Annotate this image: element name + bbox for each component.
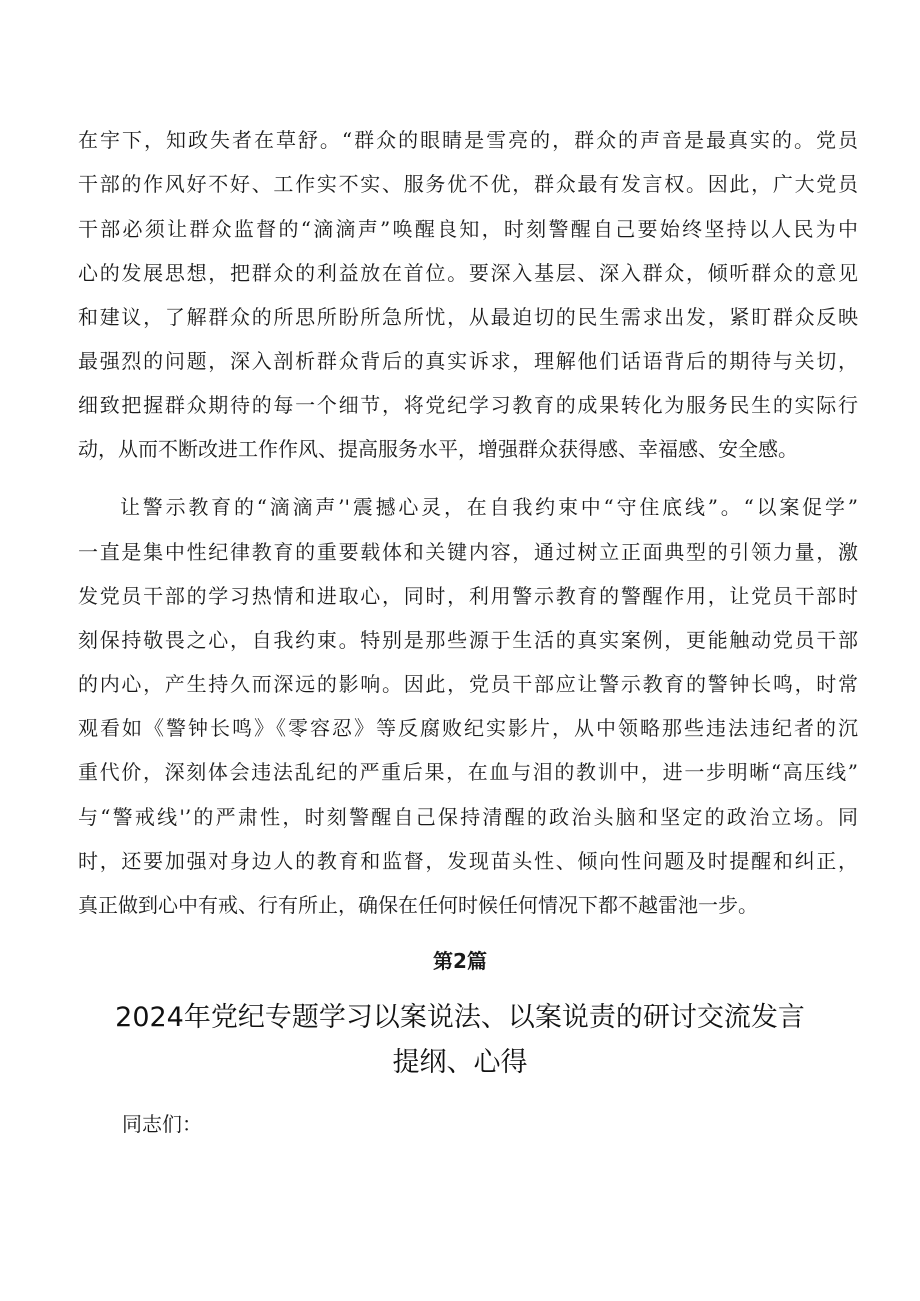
text-line: 在宇下，知政失者在草舒。“群众的眼睛是雪亮的，群众的声音是最真实的。党员 xyxy=(78,128,858,152)
greeting: 同志们： xyxy=(122,1112,202,1136)
text-line: 动，从而不断改进工作作风、提高服务水平，增强群众获得感、幸福感、安全感。 xyxy=(78,437,798,461)
text-line: 与“警戒线'’的严肃性，时刻警醒自己保持清醒的政治头脑和坚定的政治立场。同 xyxy=(78,805,858,829)
text-line: 干部的作风好不好、工作实不实、服务优不优，群众最有发言权。因此，广大党员 xyxy=(78,172,858,196)
text-line: 和建议，了解群众的所思所盼所急所忧，从最迫切的民生需求出发，紧盯群众反映 xyxy=(78,305,858,329)
section-label: 第2篇 xyxy=(433,949,487,973)
text-line: 细致把握群众期待的每一个细节，将党纪学习教育的成果转化为服务民生的实际行 xyxy=(78,393,858,417)
text-line: 刻保持敬畏之心，自我约束。特别是那些源于生活的真实案例，更能触动党员干部 xyxy=(78,628,858,652)
text-line: 发党员干部的学习热情和进取心，同时，利用警示教育的警醒作用，让党员干部时 xyxy=(78,584,858,608)
text-line: 最强烈的问题，深入剖析群众背后的真实诉求，理解他们话语背后的期待与关切， xyxy=(78,349,858,373)
text-line: 时，还要加强对身边人的教育和监督，发现苗头性、倾向性问题及时提醒和纠正， xyxy=(78,849,858,873)
text-line: 干部必须让群众监督的“滴滴声”唤醒良知，时刻警醒自己要始终坚持以人民为中 xyxy=(78,217,858,241)
document-title-line-2: 提纲、心得 xyxy=(392,1047,528,1078)
text-line: 心的发展思想，把群众的利益放在首位。要深入基层、深入群众，倾听群众的意见 xyxy=(78,261,858,285)
text-line: 一直是集中性纪律教育的重要载体和关键内容，通过树立正面典型的引领力量，激 xyxy=(78,540,858,564)
text-line: 观看如《警钟长鸣》《零容忍》等反腐败纪实影片，从中领略那些违法违纪者的沉 xyxy=(78,716,858,740)
text-line: 重代价，深刻体会违法乱纪的严重后果，在血与泪的教训中，进一步明晰“高压线” xyxy=(78,760,858,784)
text-line: 真正做到心中有戒、行有所止，确保在任何时候任何情况下都不越雷池一步。 xyxy=(78,893,758,917)
text-line: 的内心，产生持久而深远的影响。因此，党员干部应让警示教育的警钟长鸣，时常 xyxy=(78,672,858,696)
text-line: 让警示教育的“滴滴声’'震撼心灵，在自我约束中“守住底线”。“以案促学” xyxy=(120,495,858,519)
document-title-line-1: 2024年党纪专题学习以案说法、以案说责的研讨交流发言 xyxy=(115,1002,805,1033)
